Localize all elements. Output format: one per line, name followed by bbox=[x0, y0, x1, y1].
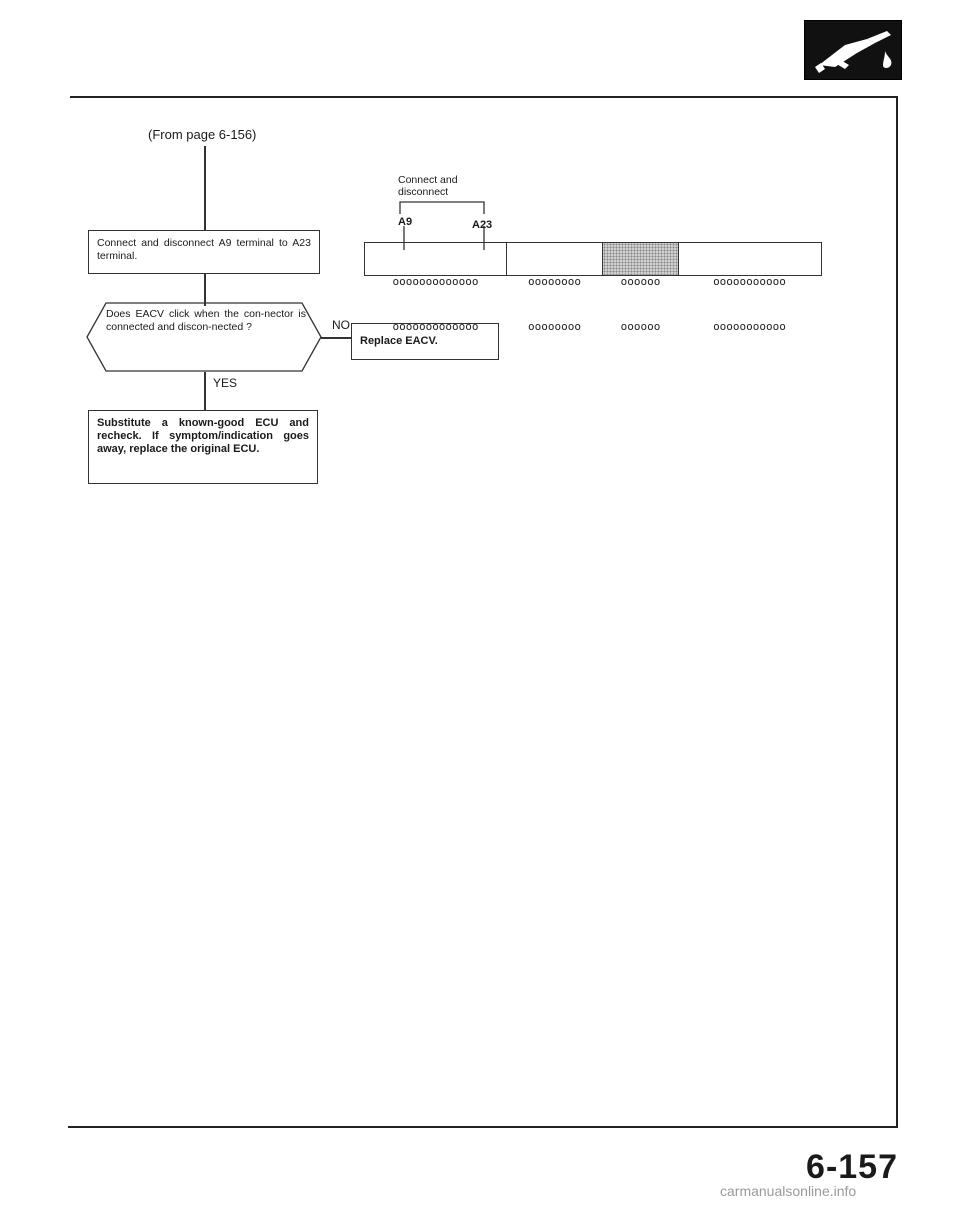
footer-watermark: carmanualsonline.info bbox=[720, 1183, 857, 1199]
page-number: 6-157 bbox=[806, 1148, 898, 1186]
from-page-label: (From page 6-156) bbox=[148, 127, 257, 142]
connector-section-d bbox=[679, 243, 820, 333]
connector-section-c bbox=[603, 243, 679, 333]
connector-row: ooooooooooooo bbox=[392, 320, 479, 333]
connector-row: oooooo bbox=[620, 320, 661, 333]
connector-row: ooooooooooooo bbox=[392, 275, 479, 288]
connector-row: oooooooo bbox=[528, 275, 581, 288]
ecu-connector bbox=[364, 242, 822, 333]
top-rule bbox=[70, 96, 898, 98]
bottom-rule bbox=[68, 1126, 898, 1128]
connector-section-b bbox=[507, 243, 603, 333]
step-connect-terminals-box bbox=[88, 230, 320, 274]
right-rule bbox=[896, 96, 898, 1128]
yes-branch-line bbox=[204, 372, 206, 410]
substitute-ecu-text: Substitute a known-good ECU and recheck. If symptom/indication goes away, replace the original ECU. bbox=[97, 417, 309, 455]
connector-caption-line1: Connect and bbox=[398, 174, 458, 186]
step-connect-terminals-text: Connect and disconnect A9 terminal to A23 terminal. bbox=[97, 237, 311, 262]
flow-line bbox=[204, 146, 206, 230]
connector-row: ooooooooooo bbox=[713, 320, 786, 333]
yes-label: YES bbox=[213, 376, 238, 390]
replace-eacv-text: Replace EACV. bbox=[360, 335, 438, 347]
substitute-ecu-box bbox=[88, 410, 318, 484]
question-text: Does EACV click when the con-nector is connected and discon-nected ? bbox=[106, 308, 306, 333]
no-label: NO bbox=[332, 318, 350, 332]
fuel-nozzle-icon bbox=[804, 20, 902, 80]
no-branch-line bbox=[321, 337, 351, 339]
connector-section-a bbox=[365, 243, 507, 333]
connector-row: oooooooo bbox=[528, 320, 581, 333]
terminal-a23-label: A23 bbox=[472, 219, 493, 231]
connector-row: oooooo bbox=[620, 275, 661, 288]
connector-row: ooooooooooo bbox=[713, 275, 786, 288]
terminal-a9-label: A9 bbox=[398, 216, 413, 228]
connector-caption-line2: disconnect bbox=[398, 186, 449, 198]
